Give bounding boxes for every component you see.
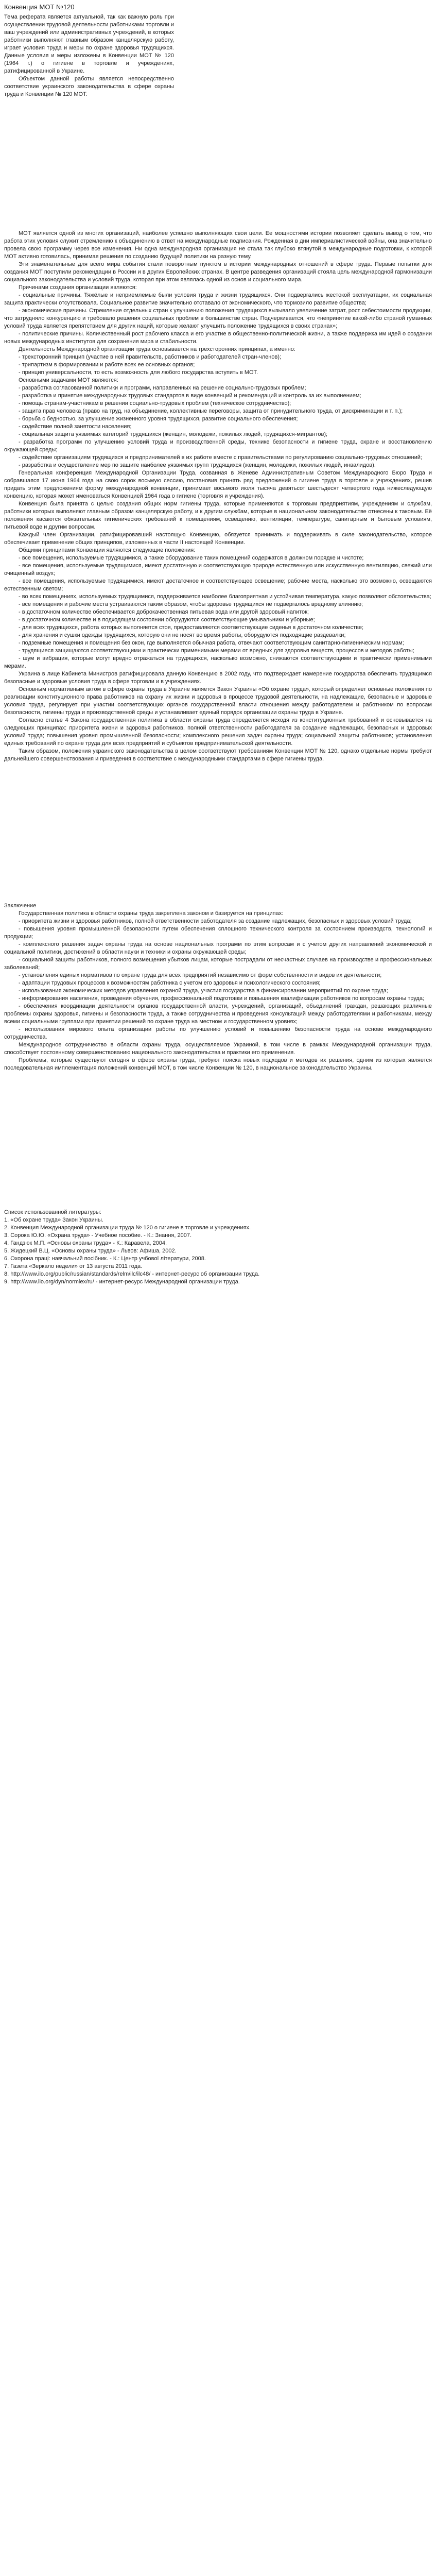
conclusion-paragraph: Государственная политика в области охраны труда закреплена законом и базируется на принципах: — [19, 910, 284, 917]
body-paragraph: Каждый член Организации, ратифицировавший настоящую Конвенцию, обязуется принимать и поддерживать в силе законодательство, которое обеспечивает применение общих принципов, изложенных в части II настоящей Конвенции. — [4, 532, 432, 546]
conclusion-paragraph: - комплексного решения задач охраны труда на основе национальных программ по этим вопросам и с учетом других направлений экономической и социальной политики, достижений в области науки и техники и охраны окружающей среды; — [4, 941, 432, 955]
body-paragraph: - для всех трудящихся, работа которых выполняется стоя, предоставляются соответствующие сиденья в достаточном количестве; — [19, 624, 364, 631]
conclusion-paragraph: - использования мирового опыта организации работы по улучшению условий и повышению безопасности труда на основе международного сотрудничества. — [4, 1026, 432, 1040]
reference-item: 7. Газета «Зеркало недели» от 13 августа 2011 года. — [4, 1263, 143, 1269]
principle-item: - трехсторонний принцип (участие в ней правительств, работников и работодателей стран-членов); — [19, 354, 282, 360]
spacer — [4, 98, 432, 230]
conclusion-paragraph: - информирования населения, проведения обучения, профессиональной подготовки и повышения квалификации работников по вопросам охраны труда; — [19, 995, 424, 1002]
conclusion-paragraph: - адаптации трудовых процессов к возможностям работника с учетом его здоровья и психологического состояния; — [19, 980, 321, 986]
reference-item: 4. Гандзюк М.П. «Основы охраны труда» - К.: Каравела, 2004. — [4, 1240, 167, 1246]
task-item: - содействие организациям трудящихся и предпринимателей в их работе вместе с правительствами по регулированию социально-трудовых отношений; — [19, 454, 422, 461]
conclusion-paragraph: Проблемы, которые существуют сегодня в сфере охраны труда, требуют поиска новых подходов и методов их решения, одним из которых является последовательная имплементация положений конвенций МОТ, в том числе Конвенции № 120, в национальное законодательство Украины. — [4, 1057, 432, 1071]
reference-item: 3. Сорока Ю.Ю. «Охрана труда» - Учебное пособие. - К.: Знання, 2007. — [4, 1232, 192, 1239]
references-section — [4, 1209, 432, 1286]
reason-item: - экономические причины. Стремление отдельных стран к улучшению положения трудящихся вызывало увеличение затрат, рост себестоимости продукции, что затрудняло конкуренцию и требовало решения социальных проблем в большинстве стран. Подчеркивается, что «непринятие какой-либо страной гуманных условий труда является препятствием для других наций, которые желают улучшить положение трудящихся в своих странах»; — [4, 308, 432, 329]
body-paragraph: Общими принципами Конвенции являются следующие положения: — [19, 547, 196, 553]
conclusion-paragraph: - использования экономических методов управления охраной труда, участия государства в финансировании мероприятий по охране труда; — [19, 988, 388, 994]
references-heading: Список использованной литературы: — [4, 1209, 101, 1215]
conclusion-paragraph: - установления единых нормативов по охране труда для всех предприятий независимо от форм собственности и видов их деятельности; — [19, 972, 382, 978]
activity-paragraph: Деятельность Международной организации труда основывается на трехсторонних принципах, а именно: — [19, 346, 295, 352]
body-paragraph: - подземные помещения и помещения без окон, где выполняется обычная работа, отвечают соответствующим санитарно-гигиеническим нормам; — [19, 640, 404, 646]
tasks-heading: Основными задачами МОТ являются: — [19, 377, 118, 383]
body-paragraph: Конвенция была принята с целью создания общих норм гигиены труда, которые применяются к торговым предприятиям, учреждениям и службам, работники которых выполняют главным образом канцелярскую работу, и к другим службам, которые в национальном законодательстве отнесены к таковым. Её положения касаются обязательных гигиенических требований к помещениям, освещению, вентиляции, температуре, санитарным и бытовым условиям, питьевой воде и другим вопросам. — [4, 501, 432, 530]
body-paragraph: - все помещения и рабочие места устраиваются таким образом, чтобы здоровье трудящихся не подвергалось вредному влиянию; — [19, 601, 363, 607]
body-paragraph: - все помещения, используемые трудящимися, а также оборудование таких помещений содержатся в должном порядке и чистоте; — [19, 555, 364, 561]
body-paragraph: - в достаточном количестве и в подходящем состоянии оборудуются соответствующие умывальники и уборные; — [19, 617, 315, 623]
principle-item: - трипартизм в формировании и работе всех ее основных органов; — [19, 362, 195, 368]
conclusion-paragraph: - обеспечения координации деятельности органов государственной власти, учреждений, организаций, объединений граждан, решающих различные проблемы охраны здоровья, гигиены и безопасности труда, а также сотрудничества и проведения консультаций между работодателями и работниками, между всеми социальными группами при принятии решений по охране труда на местном и государственном уровнях; — [4, 1003, 432, 1025]
intro-block — [4, 13, 174, 98]
task-item: - социальная защита уязвимых категорий трудящихся (женщин, молодежи, пожилых людей, трудящихся-мигрантов); — [19, 431, 328, 437]
reason-item: - политические причины. Количественный рост рабочего класса и его участие в общественно-политической жизни, а также поддержка им идей о создании новых международных институтов для сохранения мира и стабильности. — [4, 331, 432, 345]
reference-item: 2. Конвенция Международной организации труда № 120 о гигиене в торговле и учреждениях. — [4, 1225, 251, 1231]
conclusion-heading: Заключение — [4, 903, 37, 909]
introduction-section — [4, 230, 432, 469]
document-title: Конвенция МОТ №120 — [4, 3, 75, 11]
task-item: - разработка программ по улучшению условий труда и производственной среды, технике безопасности и гигиене труда, охране и восстановлению окружающей среды; — [4, 439, 432, 453]
body-paragraph: - трудящиеся защищаются соответствующими и практически применимыми мерами от вредных для здоровья веществ, процессов и методов работы; — [19, 648, 414, 654]
task-item: - защита прав человека (право на труд, на объединение, коллективные переговоры, защита от принудительного труда, от дискриминации и т. п.); — [19, 408, 403, 414]
spacer — [4, 763, 432, 902]
body-paragraph: Согласно статье 4 Закона государственная политика в области охраны труда определяется исходя из конституционных требований и основывается на следующих принципах: приоритета жизни и здоровья работников, полной ответственности работодателя за создание надлежащих, безопасных и здоровых условий труда; повышения уровня промышленной безопасности; комплексного решения задач охраны труда; социальной защиты работников; установления единых требований по охране труда для всех предприятий и субъектов предпринимательской деятельности. — [4, 717, 432, 747]
goal-paragraph: Объектом данной работы является непосредственно соответствие украинского законодательства в сфере охраны труда и Конвенции № 120 МОТ. — [4, 76, 174, 97]
conclusion-section — [4, 902, 432, 1072]
conclusion-paragraph: Международное сотрудничество в области охраны труда, осуществляемое Украиной, в том числе в рамках Международной организации труда, способствует постоянному совершенствованию национального законодательства и практики его применения. — [4, 1042, 432, 1056]
body-paragraph: - шум и вибрация, которые могут вредно отражаться на трудящихся, насколько возможно, снижаются соответствующими и практически применимыми мерами. — [4, 655, 432, 669]
reference-link[interactable]: 8. http://www.ilo.org/public/russian/standards/relm/ilc/ilc48/ - интернет-ресурс об организации труда. — [4, 1271, 260, 1277]
body-paragraph: Генеральная конференция Международной Организации Труда, созванная в Женеве Административным Советом Международного Бюро Труда и собравшаяся 17 июня 1964 года на свою сорок восьмую сессию, постановив принять ряд предложений о гигиене труда в торговле и учреждениях, решив придать этим предложениям форму международной конвенции, принимает восьмого июля тысяча девятьсот шестьдесят четвертого года нижеследующую конвенцию, которая может именоваться Конвенцией 1964 года о гигиене (торговля и учреждения). — [4, 470, 432, 499]
reasons-heading: Причинами создания организации являются: — [19, 284, 137, 291]
task-item: - разработка согласованной политики и программ, направленных на решение социально-трудовых проблем; — [19, 385, 306, 391]
body-paragraph: - все помещения, используемые трудящимися, имеют достаточную и соответствующую природе естественную или искусственную вентиляцию, свежий или очищенный воздух; — [4, 563, 432, 577]
reference-item: 1. «Об охране труда» Закон Украины. — [4, 1217, 103, 1223]
body-paragraph: Основным нормативным актом в сфере охраны труда в Украине является Закон Украины «Об охране труда», который определяет основные положения по реализации конституционного права работников на охрану их жизни и здоровья в процессе трудовой деятельности, на надлежащие, безопасные и здоровые условия труда, регулирует при участии соответствующих органов государственной власти отношения между работодателем и работником по вопросам безопасности, гигиены труда и производственной среды и устанавливает единый порядок организации охраны труда в Украине. — [4, 686, 432, 716]
body-paragraph: - в достаточном количестве обеспечивается доброкачественная питьевая вода или другой здоровый напиток; — [19, 609, 309, 615]
task-item: - помощь странам-участникам в решении социально-трудовых проблем (техническое сотрудничество); — [19, 400, 291, 406]
intro-paragraph-2: Эти знаменательные для всего мира события стали поворотным пунктом в истории международных отношений в сфере труда. Первые попытки для создания МОТ поступили рекомендации в России и в других Европейских странах. В центре разведения организаций стояла цель международной гармонизации социального законодательства и условий труда, которая при этом являлась одной из основ и социального мира. — [4, 261, 432, 283]
body-paragraph: - во всех помещениях, используемых трудящимися, поддерживается наиболее благоприятная и устойчивая температура, какую позволяют обстоятельства; — [19, 594, 431, 600]
task-item: - содействие полной занятости населения; — [19, 423, 132, 430]
intro-paragraph: Тема реферата является актуальной, так как важную роль при осуществлении трудовой деятельности работниками торговли и ваш учреждений или административных учреждений, в которых работники выполняют главным образом канцелярскую работу, играет условия труда и меры по охране здоровья трудящихся. Данные условия и меры изложены в Конвенции МОТ № 120 (1964 г.) о гигиене в торговле и учреждениях, ратифицированной в Украине. — [4, 14, 174, 74]
task-item: - борьба с бедностью, за улучшение жизненного уровня трудящихся, развитие социального обеспечения; — [19, 416, 298, 422]
body-paragraph: - для хранения и сушки одежды трудящихся, которую они не носят во время работы, оборудуются подходящие раздевалки; — [19, 632, 346, 638]
reference-item: 6. Охорона праці: навчальний посібник. - К.: Центр учбової літератури, 2008. — [4, 1256, 206, 1262]
principle-item: - принцип универсальности, то есть возможность для любого государства вступить в МОТ. — [19, 369, 258, 376]
body-paragraph: Украина в лице Кабинета Министров ратифицировала данную Конвенцию в 2002 году, что подтверждает намерение государства обеспечить трудящимся безопасные и здоровые условия труда в сфере торговли и в учреждениях. — [4, 671, 432, 685]
reference-item: 5. Жидецкий В.Ц. «Основы охраны труда» - Львов: Афиша, 2002. — [4, 1248, 177, 1254]
main-body-section — [4, 469, 432, 763]
body-paragraph: Таким образом, положения украинского законодательства в целом соответствуют требованиям Конвенции МОТ № 120, однако отдельные нормы требуют дальнейшего совершенствования и приведения в соответствие с международными стандартами в сфере гигиены труда. — [4, 748, 432, 762]
conclusion-paragraph: - приоритета жизни и здоровья работников, полной ответственности работодателя за создание надлежащих, безопасных и здоровых условий труда; — [19, 918, 412, 924]
body-paragraph: - все помещения, используемые трудящимися, имеют достаточное и соответствующее освещение; рабочие места, насколько это возможно, освещаются естественным светом; — [4, 578, 432, 592]
reason-item: - социальные причины. Тяжёлые и неприемлемые были условия труда и жизни трудящихся. Они подвергались жестокой эксплуатации, их социальная защита практически отсутствовала. Социальное развитие значительно отставало от экономического, что тормозило развитие общества; — [4, 292, 432, 306]
spacer — [4, 1072, 432, 1209]
task-item: - разработка и осуществление мер по защите наиболее уязвимых групп трудящихся (женщин, молодежи, пожилых людей, инвалидов). — [19, 462, 376, 468]
reference-link[interactable]: 9. http://www.ilo.org/dyn/normlex/ru/ - интернет-ресурс Международной организации труда. — [4, 1279, 240, 1285]
task-item: - разработка и принятие международных трудовых стандартов в виде конвенций и рекомендаций и контроль за их выполнением; — [19, 393, 361, 399]
intro-paragraph-1: МОТ является одной из многих организаций, наиболее успешно выполняющих свои цели. Ее мощностями истории позволяет сделать вывод о том, что работа этих условия служит стремлению к объединению в ответ на международные подписания. Рожденная в дни империалистической войны, она значительно провела свою программу через все изменения. Ни одна международная организация не стала так глубоко втянутой в международные подготовки, к которой МОТ активно готовилась, принимая решения по созданию будущей политики на разную тему. — [4, 230, 432, 260]
conclusion-paragraph: - социальной защиты работников, полного возмещения убытков лицам, которые пострадали от несчастных случаев на производстве и профессиональных заболеваний; — [4, 957, 432, 971]
conclusion-paragraph: - повышения уровня промышленной безопасности путем обеспечения сплошного технического контроля за состоянием производств, технологий и продукции; — [4, 926, 432, 940]
